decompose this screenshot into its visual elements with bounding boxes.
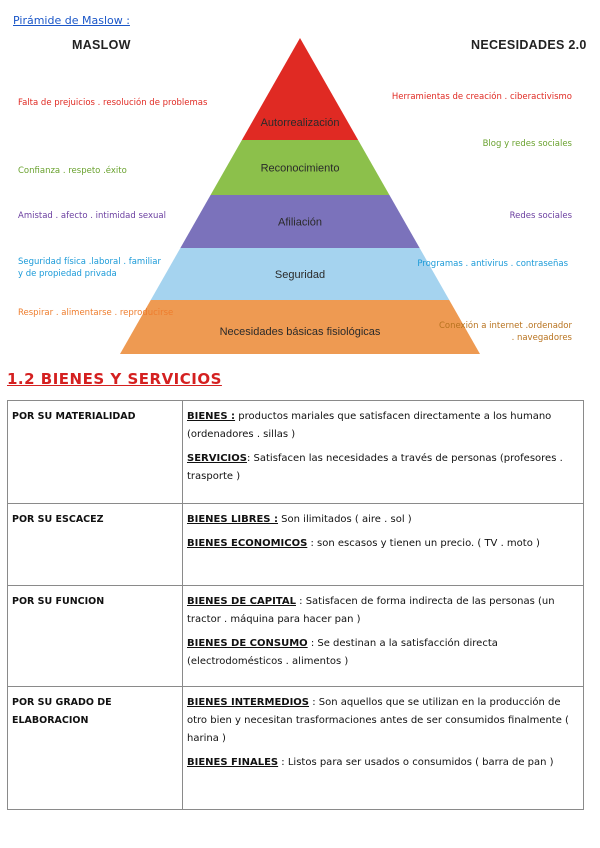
need-description-left: Confianza . respeto .éxito xyxy=(18,166,127,176)
classification-definitions xyxy=(183,687,584,810)
classification-criterion: POR SU FUNCION xyxy=(8,586,183,687)
pyramid-level-label: Necesidades básicas fisiológicas xyxy=(219,326,381,338)
classification-criterion: POR SU GRADO DE ELABORACION xyxy=(8,687,183,810)
classification-definitions xyxy=(183,401,584,504)
definition-entry xyxy=(187,635,579,671)
term-label: BIENES ECONOMICOS xyxy=(187,538,308,549)
pyramid-level-label: Reconocimiento xyxy=(260,162,340,175)
term-label: BIENES FINALES xyxy=(187,757,279,768)
term-definition: Son ilimitados ( aire . sol ) xyxy=(278,514,412,525)
pyramid-level-label: Autorrealización xyxy=(260,117,340,129)
needs-2-0-heading: NECESIDADES 2.0 xyxy=(471,38,587,52)
maslow-pyramid xyxy=(0,0,600,360)
maslow-heading: MASLOW xyxy=(72,38,131,52)
definition-entry xyxy=(187,450,579,486)
need-2-0-description-right: Conexión a internet .ordenador . navegadores xyxy=(438,321,572,343)
term-definition: : Se destinan a la satisfacción directa (electrodomésticos . alimentos ) xyxy=(187,638,498,667)
need-2-0-description-right: Programas . antivirus . contraseñas xyxy=(417,259,568,269)
classification-criterion: POR SU MATERIALIDAD xyxy=(8,401,183,504)
term-label: BIENES LIBRES : xyxy=(187,514,278,525)
maslow-pyramid-link[interactable]: Pirámide de Maslow : xyxy=(13,14,130,27)
table-row xyxy=(8,586,584,687)
table-row xyxy=(8,687,584,810)
term-label: SERVICIOS xyxy=(187,453,247,464)
table-row xyxy=(8,504,584,586)
need-description-left: Respirar . alimentarse . reproducirse xyxy=(18,308,174,318)
definition-entry xyxy=(187,535,579,553)
term-label: BIENES INTERMEDIOS xyxy=(187,697,310,708)
term-definition: productos mariales que satisfacen directamente a los humano (ordenadores . sillas ) xyxy=(187,411,552,440)
need-2-0-description-right: Redes sociales xyxy=(509,211,572,221)
definition-entry xyxy=(187,511,579,529)
term-definition: : Satisfacen de forma indirecta de las personas (un tractor . máquina para hacer pan ) xyxy=(187,596,555,625)
classification-definitions xyxy=(183,586,584,687)
term-label: BIENES : xyxy=(187,411,236,422)
need-2-0-description-right: Blog y redes sociales xyxy=(482,139,572,149)
definition-entry xyxy=(187,593,579,629)
definition-entry xyxy=(187,408,579,444)
pyramid-level-label: Seguridad xyxy=(274,269,326,281)
need-2-0-description-right: Herramientas de creación . ciberactivismo xyxy=(391,92,572,102)
term-label: BIENES DE CONSUMO xyxy=(187,638,308,649)
need-description-left: Seguridad física .laboral . familiar y de propiedad privada xyxy=(18,257,162,279)
section-title: 1.2 BIENES Y SERVICIOS xyxy=(7,370,222,388)
need-description-left: Falta de prejuicios . resolución de problemas xyxy=(18,98,208,108)
term-label: BIENES DE CAPITAL xyxy=(187,596,296,607)
pyramid-level-label: Afiliación xyxy=(277,216,323,229)
table-row xyxy=(8,401,584,504)
need-description-left: Amistad . afecto . intimidad sexual xyxy=(18,211,166,221)
term-definition: : son escasos y tienen un precio. ( TV . moto ) xyxy=(307,538,540,549)
term-definition: : Son aquellos que se utilizan en la producción de otro bien y necesitan trasformaciones antes de ser consumidos finalmente ( harina ) xyxy=(187,697,569,744)
classification-criterion: POR SU ESCACEZ xyxy=(8,504,183,586)
definition-entry xyxy=(187,694,579,748)
goods-classification-table xyxy=(7,400,584,810)
classification-definitions xyxy=(183,504,584,586)
term-definition: : Satisfacen las necesidades a través de personas (profesores . trasporte ) xyxy=(187,453,563,482)
definition-entry xyxy=(187,754,579,772)
term-definition: : Listos para ser usados o consumidos ( barra de pan ) xyxy=(278,757,554,768)
